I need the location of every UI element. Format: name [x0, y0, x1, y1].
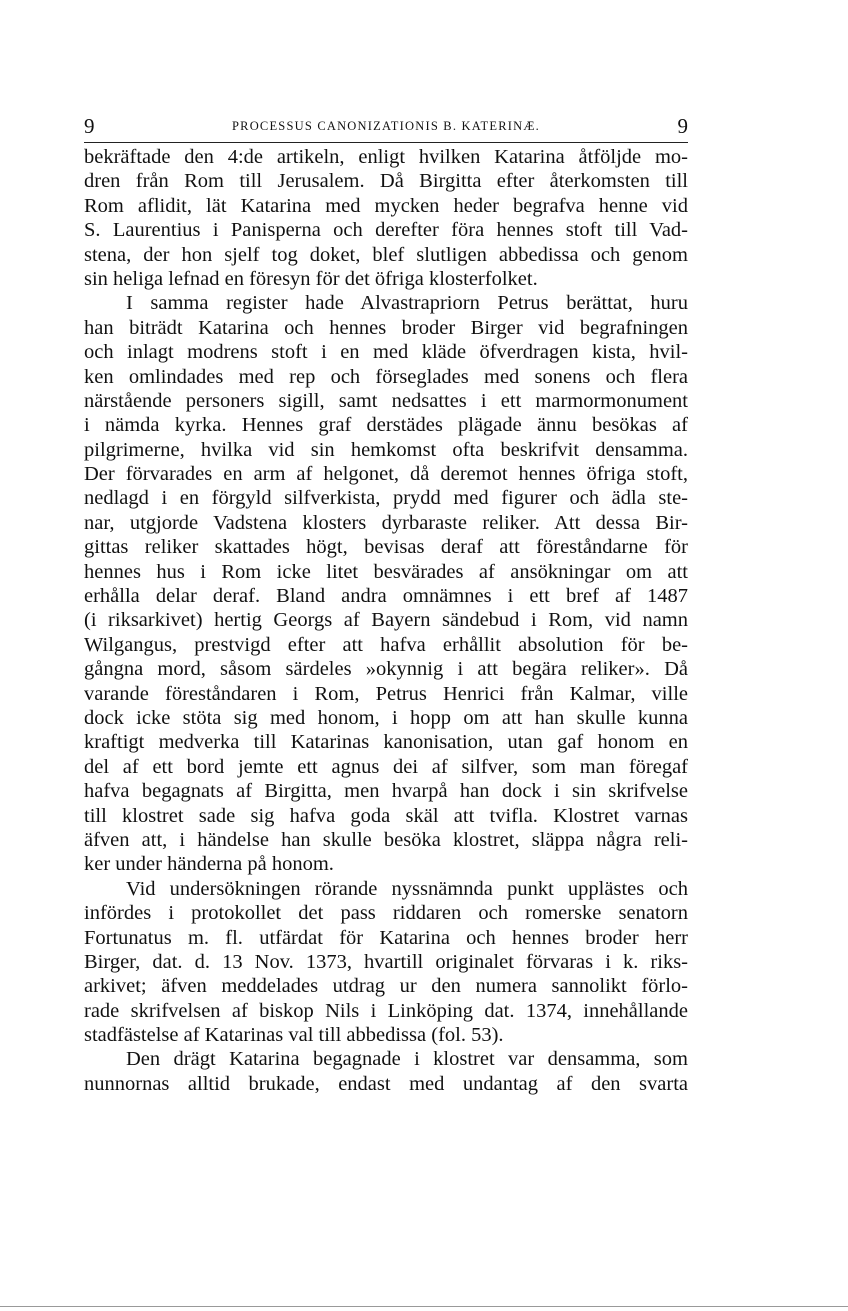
- text-line: nar, utgjorde Vadstena klosters dyrbaraste reliker. Att dessa Bir-: [84, 511, 688, 534]
- text-line: och inlagt modrens stoft i en med kläde öfverdragen kista, hvil-: [84, 341, 688, 364]
- text-line: dock icke stöta sig med honom, i hopp om att han skulle kunna: [84, 706, 688, 729]
- text-line: sin heliga lefnad en föresyn för det öfriga klosterfolket.: [84, 267, 538, 290]
- text-line: arkivet; äfven meddelades utdrag ur den numera sannolikt förlo-: [84, 975, 688, 998]
- text-line: del af ett bord jemte ett agnus dei af silfver, som man föregaf: [84, 755, 688, 778]
- page-content: [84, 112, 688, 1096]
- text-line: pilgrimerne, hvilka vid sin hemkomst ofta beskrifvit densamma.: [84, 438, 688, 461]
- text-line: i nämda kyrka. Hennes graf derstädes plägade ännu besökas af: [84, 414, 688, 437]
- scan-edge-line: [0, 1306, 848, 1307]
- body-text: [84, 145, 688, 1096]
- running-title: PROCESSUS CANONIZATIONIS B. KATERINÆ.: [232, 119, 540, 133]
- text-line: I samma register hade Alvastrapriorn Petrus berättat, huru: [126, 292, 688, 315]
- text-line: infördes i protokollet det pass riddaren och romerske senatorn: [84, 902, 688, 925]
- text-line: hennes hus i Rom icke litet besvärades af ansökningar om att: [84, 560, 688, 583]
- text-line: äfven att, i händelse han skulle besöka klostret, släppa några reli-: [84, 828, 688, 851]
- text-line: dren från Rom till Jerusalem. Då Birgitta efter återkomsten till: [84, 170, 688, 193]
- text-line: S. Laurentius i Panisperna och derefter föra hennes stoft till Vad-: [84, 219, 688, 242]
- text-line: varande föreståndaren i Rom, Petrus Henrici från Kalmar, ville: [84, 682, 688, 705]
- text-line: ker under händerna på honom.: [84, 853, 334, 876]
- running-head: [84, 112, 688, 143]
- page-number-left: 9: [84, 114, 95, 138]
- text-line: kraftigt medverka till Katarinas kanonisation, utan gaf honom en: [84, 731, 688, 754]
- text-line: Birger, dat. d. 13 Nov. 1373, hvartill originalet förvaras i k. riks-: [84, 950, 688, 973]
- text-line: stadfästelse af Katarinas val till abbedissa (fol. 53).: [84, 1024, 504, 1047]
- text-line: erhålla delar deraf. Bland andra omnämnes i ett bref af 1487: [84, 585, 688, 608]
- text-line: Den drägt Katarina begagnade i klostret var densamma, som: [126, 1048, 688, 1071]
- text-line: nedlagd i en förgyld silfverkista, prydd med figurer och ädla ste-: [84, 487, 688, 510]
- text-line: stena, der hon sjelf tog doket, blef slutligen abbedissa och genom: [84, 243, 688, 266]
- text-line: Vid undersökningen rörande nyssnämnda punkt upplästes och: [126, 877, 688, 900]
- text-line: gångna mord, såsom särdeles »okynnig i att begära reliker». Då: [84, 658, 688, 681]
- text-line: nunnornas alltid brukade, endast med undantag af den svarta: [84, 1072, 688, 1095]
- text-line: rade skrifvelsen af biskop Nils i Linköping dat. 1374, innehållande: [84, 999, 688, 1022]
- text-line: Rom aflidit, lät Katarina med mycken heder begrafva henne vid: [84, 194, 688, 217]
- text-line: närstående personers sigill, samt nedsattes i ett marmormonument: [84, 389, 688, 412]
- text-line: ken omlindades med rep och förseglades med sonens och flera: [84, 365, 688, 388]
- text-line: bekräftade den 4:de artikeln, enligt hvilken Katarina åtföljde mo-: [84, 146, 688, 168]
- text-line: han biträdt Katarina och hennes broder Birger vid begrafningen: [84, 316, 688, 339]
- text-line: Fortunatus m. fl. utfärdat för Katarina och hennes broder herr: [84, 926, 688, 949]
- text-line: till klostret sade sig hafva goda skäl att tvifla. Klostret varnas: [84, 804, 688, 827]
- text-line: Der förvarades en arm af helgonet, då deremot hennes öfriga stoft,: [84, 463, 688, 486]
- text-line: (i riksarkivet) hertig Georgs af Bayern sändebud i Rom, vid namn: [84, 609, 688, 632]
- page-number-right: 9: [677, 114, 688, 138]
- text-line: Wilgangus, prestvigd efter att hafva erhållit absolution för be-: [84, 633, 688, 656]
- text-line: gittas reliker skattades högt, bevisas deraf att föreståndarne för: [84, 536, 688, 559]
- text-line: hafva begagnats af Birgitta, men hvarpå han dock i sin skrifvelse: [84, 780, 688, 803]
